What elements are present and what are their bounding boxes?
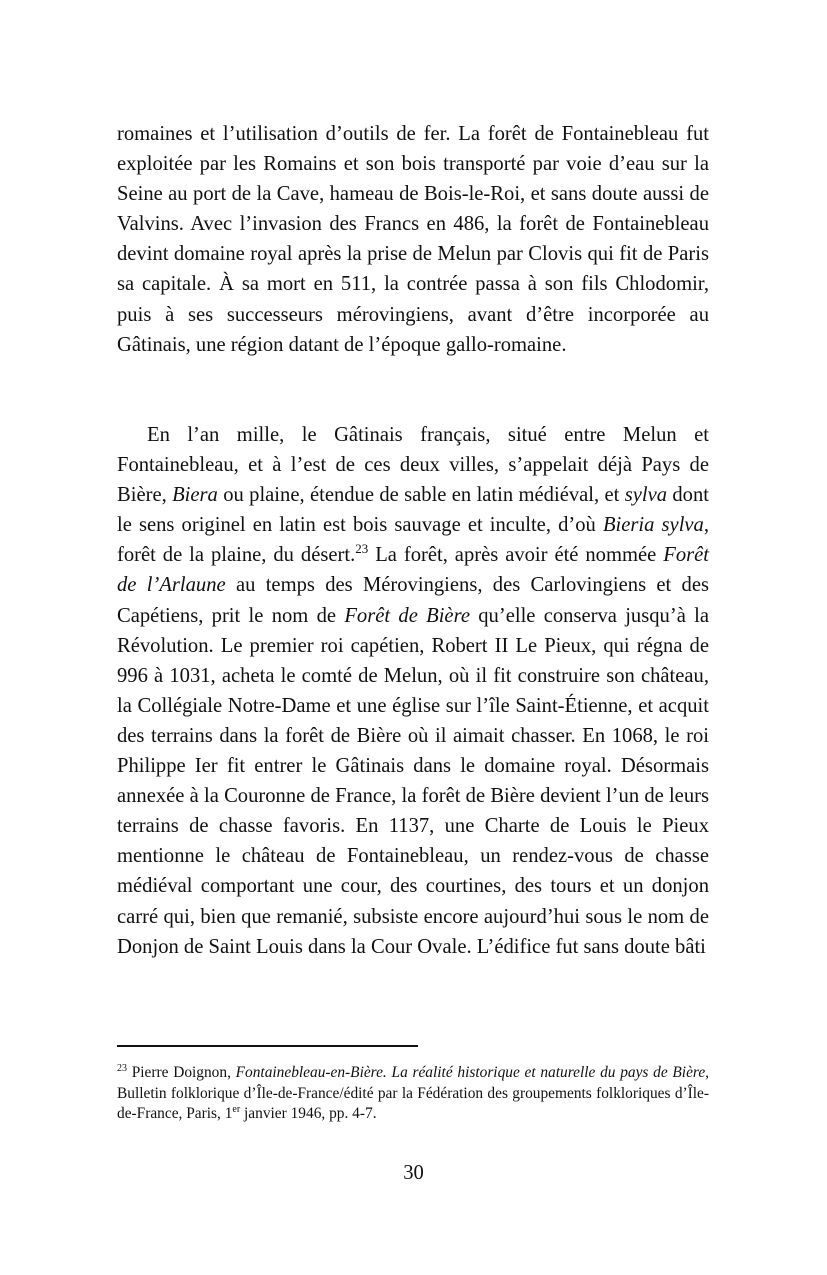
text-run: au temps des Mérovingiens, des Carlovingiens et des Capétiens, prit le nom de xyxy=(117,574,709,627)
footnote-superscript: er xyxy=(232,1103,241,1115)
paragraph-1-text: romaines et l’utilisation d’outils de fer. La forêt de Fontainebleau fut exploitée par les Romains et son bois transporté par voie d’eau sur la Seine au port de la Cave, hameau de Bois-le-Roi, et sans doute aussi de Valvins. Avec l’invasion des Francs en 486, la forêt de Fontainebleau devint domaine royal après la prise de Melun par Clovis qui fit de Paris sa capitale. À sa mort en 511, la contrée passa à son fils Chlodomir, puis à ses successeurs mérovingiens, avant d’être incorporée au Gâtinais, une région datant de l’époque gallo-romaine. xyxy=(117,123,709,356)
text-run: En l’an mille, le Gâtinais français, situé entre Melun et Fontainebleau, et à l’est de ces deux villes, s’appelait déjà Pays de Bière, xyxy=(117,424,709,507)
italic-term-bieria-sylva: Bieria sylva xyxy=(602,514,704,537)
page-number: 30 xyxy=(403,1162,424,1184)
text-run: qu’elle conserva jusqu’à la Révolution. Le premier roi capétien, Robert II Le Pieux, qui régna de 996 à 1031, acheta le comté de Melun, où il fit construire son château, la Collégiale Notre-Dame et une église sur l’île Saint-Étienne, et acquit des terrains dans la forêt de Bière où il aimait chasser. En 1068, le roi Philippe Ier fit entrer le Gâtinais dans le domaine royal. Désormais annexée à la Couronne de France, la forêt de Bière devient l’un de leurs terrains de chasse favoris. En 1137, une Charte de Louis le Pieux mentionne le château de Fontainebleau, un rendez-vous de chasse médiéval comportant une cour, des courtines, des tours et un donjon carré qui, bien que remanié, subsiste encore aujourd’hui sous le nom de Donjon de Saint Louis dans la Cour Ovale. L’édifice fut sans doute bâti xyxy=(117,604,709,958)
paragraph-1 xyxy=(117,119,709,360)
italic-term-sylva: sylva xyxy=(624,484,668,507)
footnote-author: Pierre Doignon, xyxy=(127,1064,236,1081)
footnote-text: Bulletin folklorique d’Île-de-France/édité par la Fédération des groupements folkloriques d’Île-de-France, Paris, 1 xyxy=(117,1084,709,1122)
italic-term-foret-biere: Forêt de Bière xyxy=(344,604,470,627)
footnote-number: 23 xyxy=(117,1062,127,1074)
text-run: ou plaine, étendue de sable en latin médiéval, et xyxy=(217,484,625,507)
footnote-reference[interactable]: 23 xyxy=(355,541,369,557)
italic-term-foret-arlaune: Forêt de l’Arlaune xyxy=(117,544,709,597)
text-run: dont le sens originel en latin est bois sauvage et inculte, d’où xyxy=(117,484,709,537)
footnote-text-end: janvier 1946, pp. 4-7. xyxy=(240,1105,377,1122)
footnote-divider xyxy=(117,1045,418,1047)
paragraph-2-text xyxy=(117,420,709,962)
footnote xyxy=(117,1063,709,1125)
text-run: La forêt, après avoir été nommée xyxy=(368,544,664,567)
text-run: , forêt de la plaine, du désert. xyxy=(117,514,710,567)
paragraph-2 xyxy=(117,420,709,962)
footnote-title: Fontainebleau-en-Bière. La réalité historique et naturelle du pays de Bière, xyxy=(235,1064,709,1081)
italic-term-biera: Biera xyxy=(172,484,218,507)
